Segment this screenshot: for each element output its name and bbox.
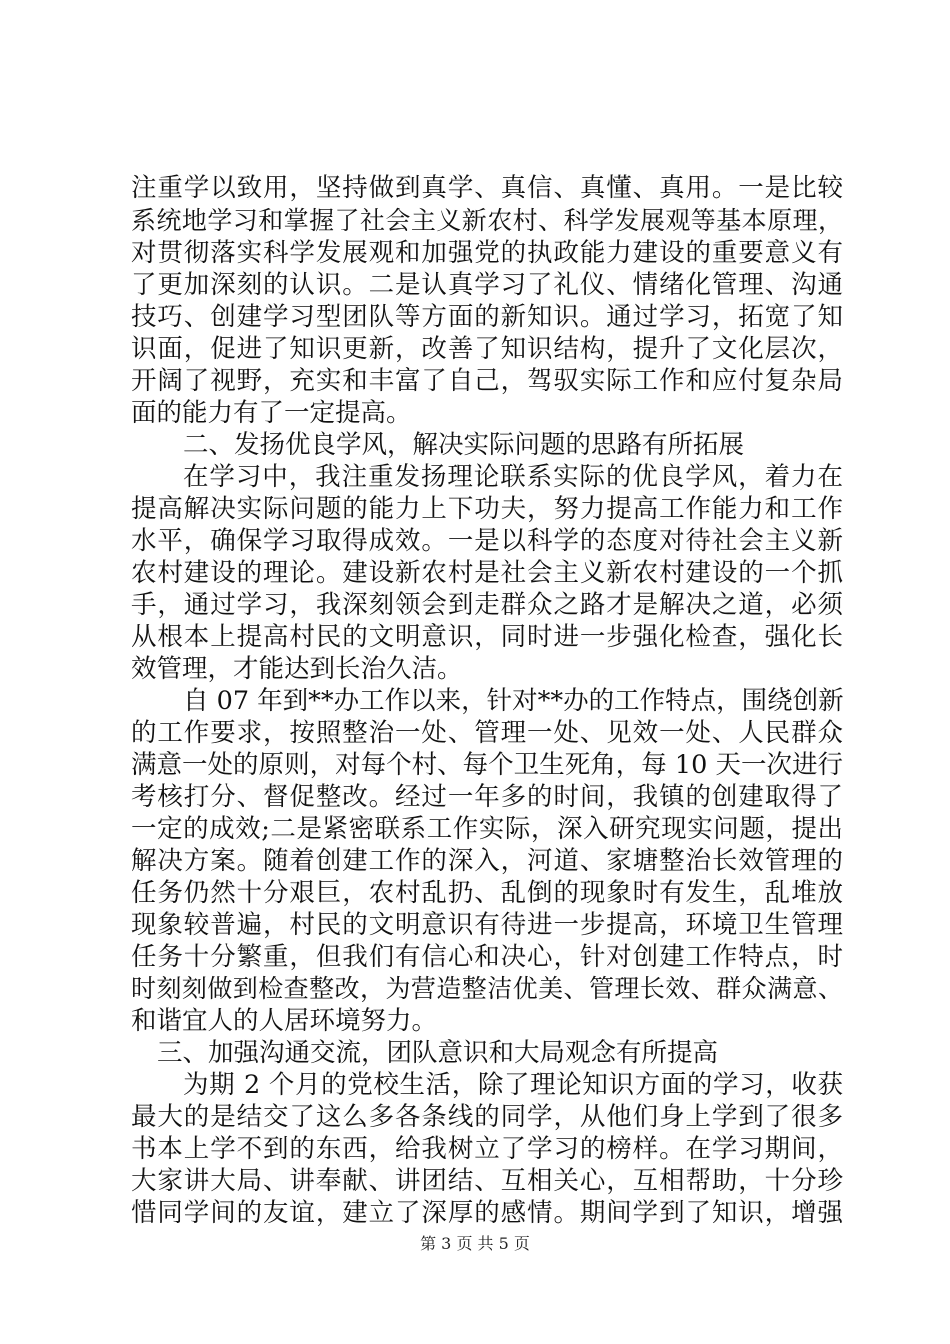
body-line: 效管理，才能达到长治久洁。 — [131, 654, 463, 684]
body-line: 识面，促进了知识更新，改善了知识结构，提升了文化层次， — [131, 334, 843, 364]
body-line: 书本上学不到的东西，给我树立了学习的榜样。在学习期间， — [131, 1134, 843, 1164]
body-line: 了更加深刻的认识。二是认真学习了礼仪、情绪化管理、沟通 — [131, 270, 843, 300]
body-line: 任务十分繁重，但我们有信心和决心，针对创建工作特点，时 — [131, 942, 843, 972]
body-line: 注重学以致用，坚持做到真学、真信、真懂、真用。一是比较 — [131, 173, 843, 203]
body-line: 从根本上提高村民的文明意识，同时进一步强化检查，强化长 — [131, 622, 843, 652]
body-line: 农村建设的理论。建设新农村是社会主义新农村建设的一个抓 — [131, 558, 843, 588]
body-line: 的工作要求，按照整治一处、管理一处、见效一处、人民群众 — [131, 718, 843, 748]
body-line: 考核打分、督促整改。经过一年多的时间，我镇的创建取得了 — [131, 782, 843, 812]
body-line: 解决方案。随着创建工作的深入，河道、家塘整治长效管理的 — [131, 846, 843, 876]
body-line: 自 07 年到**办工作以来，针对**办的工作特点，围绕创新 — [183, 686, 844, 716]
section-heading: 二、发扬优良学风，解决实际问题的思路有所拓展 — [183, 430, 745, 460]
body-line: 开阔了视野，充实和丰富了自己，驾驭实际工作和应付复杂局 — [131, 366, 843, 396]
page-number: 第 3 页 共 5 页 — [420, 1234, 530, 1253]
body-line: 一定的成效;二是紧密联系工作实际，深入研究现实问题，提出 — [131, 814, 843, 844]
body-line: 惜同学间的友谊，建立了深厚的感情。期间学到了知识，增强 — [131, 1198, 843, 1228]
body-line: 现象较普遍，村民的文明意识有待进一步提高，环境卫生管理 — [131, 910, 843, 940]
body-line: 水平，确保学习取得成效。一是以科学的态度对待社会主义新 — [131, 526, 843, 556]
body-line: 技巧、创建学习型团队等方面的新知识。通过学习，拓宽了知 — [131, 302, 843, 332]
body-line: 面的能力有了一定提高。 — [131, 398, 412, 428]
body-line: 在学习中，我注重发扬理论联系实际的优良学风，着力在 — [183, 462, 843, 492]
body-line: 为期 2 个月的党校生活，除了理论知识方面的学习，收获 — [183, 1070, 843, 1100]
body-line: 手，通过学习，我深刻领会到走群众之路才是解决之道，必须 — [131, 590, 843, 620]
body-line: 最大的是结交了这么多各条线的同学，从他们身上学到了很多 — [131, 1102, 843, 1132]
body-line: 系统地学习和掌握了社会主义新农村、科学发展观等基本原理， — [131, 206, 843, 235]
body-line: 任务仍然十分艰巨，农村乱扔、乱倒的现象时有发生，乱堆放 — [131, 878, 843, 908]
section-heading: 三、加强沟通交流，团队意识和大局观念有所提高 — [157, 1038, 719, 1068]
body-line: 时刻刻做到检查整改，为营造整洁优美、管理长效、群众满意、 — [131, 974, 843, 1003]
body-line: 和谐宜人的人居环境努力。 — [131, 1006, 438, 1036]
body-line: 大家讲大局、讲奉献、讲团结、互相关心，互相帮助，十分珍 — [131, 1166, 843, 1196]
body-line: 对贯彻落实科学发展观和加强党的执政能力建设的重要意义有 — [131, 238, 843, 268]
body-line: 满意一处的原则，对每个村、每个卫生死角，每 10 天一次进行 — [131, 750, 843, 780]
body-line: 提高解决实际问题的能力上下功夫，努力提高工作能力和工作 — [131, 494, 843, 524]
